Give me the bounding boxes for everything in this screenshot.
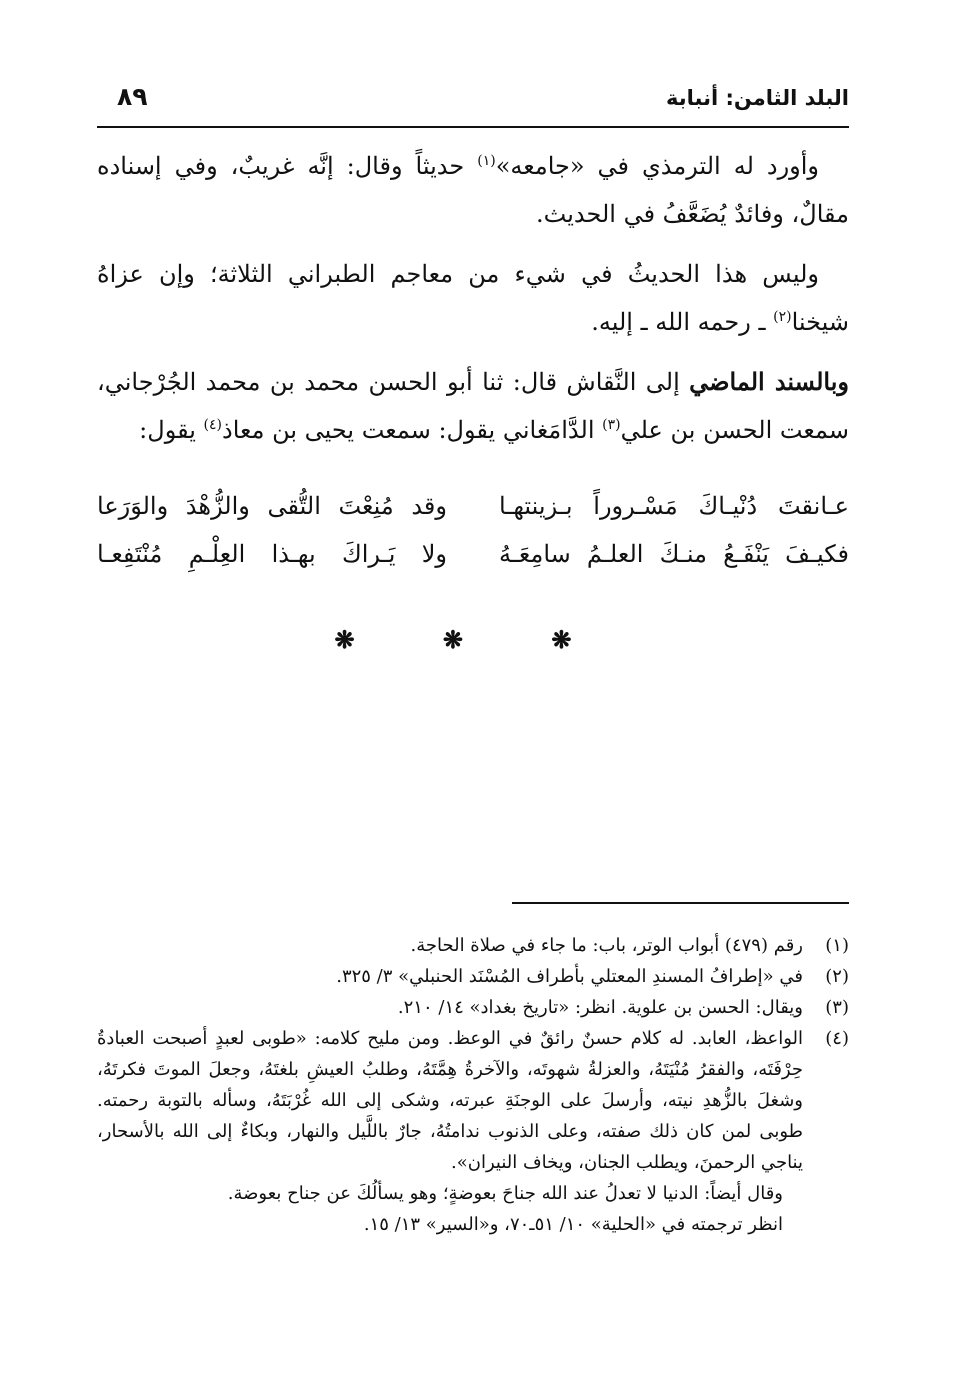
header-divider [97,126,849,128]
footnotes [97,930,849,1240]
footnote-text: رقم (٤٧٩) أبواب الوتر، باب: ما جاء في صلاة الحاجة. [410,935,803,956]
footnote-ref-4: (٤) [203,417,223,433]
paragraph-1-text: وأورد له الترمذي في «جامعه» [495,152,820,180]
footnote-text: ويقال: الحسن بن علوية. انظر: «تاريخ بغداد» ١٤/ ٢١٠. [397,997,803,1018]
footnote-body [97,930,803,961]
running-head-title: البلد الثامن: أنبابة [666,86,849,110]
paragraph-2-text: وليس هذا الحديثُ في شيء من معاجم الطبراني الثلاثة؛ وإن عزاهُ شيخنا [97,260,849,336]
poem-hemistich-second: ولا يَـراكَ بهـذا العِلْـمِ مُنْتَفِعـا [97,540,447,568]
footnote-number: (٢) [825,966,849,987]
footnote-text: وقال أيضاً: الدنيا لا تعدلُ عند الله جناحَ بعوضةٍ؛ وهو يسألُكَ عن جناح بعوضة. [227,1183,783,1204]
footnote-number: (٤) [825,1028,849,1049]
footnote-ref-2: (٢) [773,309,792,325]
page-number: ٨٩ [117,82,148,111]
poem-hemistich-second: وقد مُنِعْتَ التُّقى والزُّهْدَ والوَرَعا [97,492,447,520]
footnote-ref-1: (١) [477,153,496,169]
poem-line [97,530,849,578]
footnote-body [97,961,803,992]
paragraph-3-bold-lead: وبالسند الماضي [689,367,849,396]
footnote [97,930,849,961]
paragraph-1-rest: حديثاً وقال: إنَّه غريبٌ، وفي إسناده مقالٌ، وفائدٌ يُضَعَّفُ في الحديث. [97,152,849,228]
footnote-body [97,992,803,1023]
section-separator: ❋ ❋ ❋ [334,625,612,654]
footnote-ref-3: (٣) [602,417,621,433]
paragraph-1 [97,142,849,238]
footnote [97,961,849,992]
footnote-text: انظر ترجمته في «الحلية» ١٠/ ٥١ـ٧٠، و«السير» ١٣/ ١٥. [363,1214,783,1235]
footnote-text: في «إطرافُ المسندِ المعتلي بأطراف المُسْنَد الحنبلي» ٣/ ٣٢٥. [336,966,803,987]
footnote-number: (٣) [825,997,849,1018]
paragraph-3-text-b: الدَّامَغاني يقول: سمعت يحيى بن معاذ [222,416,603,444]
footnote [97,992,849,1023]
paragraph-3-text-c: يقول: [139,416,204,444]
paragraph-2 [97,250,849,346]
footnote [97,1023,849,1240]
paragraph-2-rest: ـ رحمه الله ـ إليه. [591,308,774,336]
poem-hemistich-first: فكيـفَ يَنْفَـعُ منـكَ العلـمُ سامِعَـهُ [499,540,849,568]
footnote-divider [512,902,849,904]
footnote-number: (١) [825,935,849,956]
paragraph-3-text-a: إلى النَّقاش قال: ثنا أبو الحسن محمد بن محمد الجُرْجاني، سمعت الحسن بن علي [97,368,849,444]
poem-hemistich-first: عـانقتَ دُنْيـاكَ مَسْـروراً بـزينتهـا [499,492,849,520]
poem [97,482,849,578]
paragraph-3 [97,358,849,454]
page-header [97,82,849,122]
footnote-text: الواعظ، العابد. له كلام حسنٌ رائقٌ في الوعظ. ومن مليح كلامه: «طوبى لعبدٍ أصبحت العبادةُ حِرْفَتَه، والفقرُ مُنْيَتَهُ، والعزلةُ شهوتَه، والآخرةُ هِمَّتَهُ، وطلبُ العيشِ بلغتَهُ، وجعلَ الموتَ فكرتَهُ، وشغلَ بالزُّهدِ نيته، وأرسلَ على الوجنَةِ عبرته، وشكى إلى الله غُرْبَتَهُ، وسأله بالتوبة رحمته. طوبى لمن كان ذلك صفته، وعلى الذنوب ندامتُهُ، جارٌ باللَّيل والنهار، وبكاءٌ إلى الله بالأسحار، يناجي الرحمنَ، ويطلب الجنان، ويخاف النيران». [97,1028,803,1173]
main-text [97,142,849,466]
footnote-body [97,1023,803,1240]
poem-line [97,482,849,530]
